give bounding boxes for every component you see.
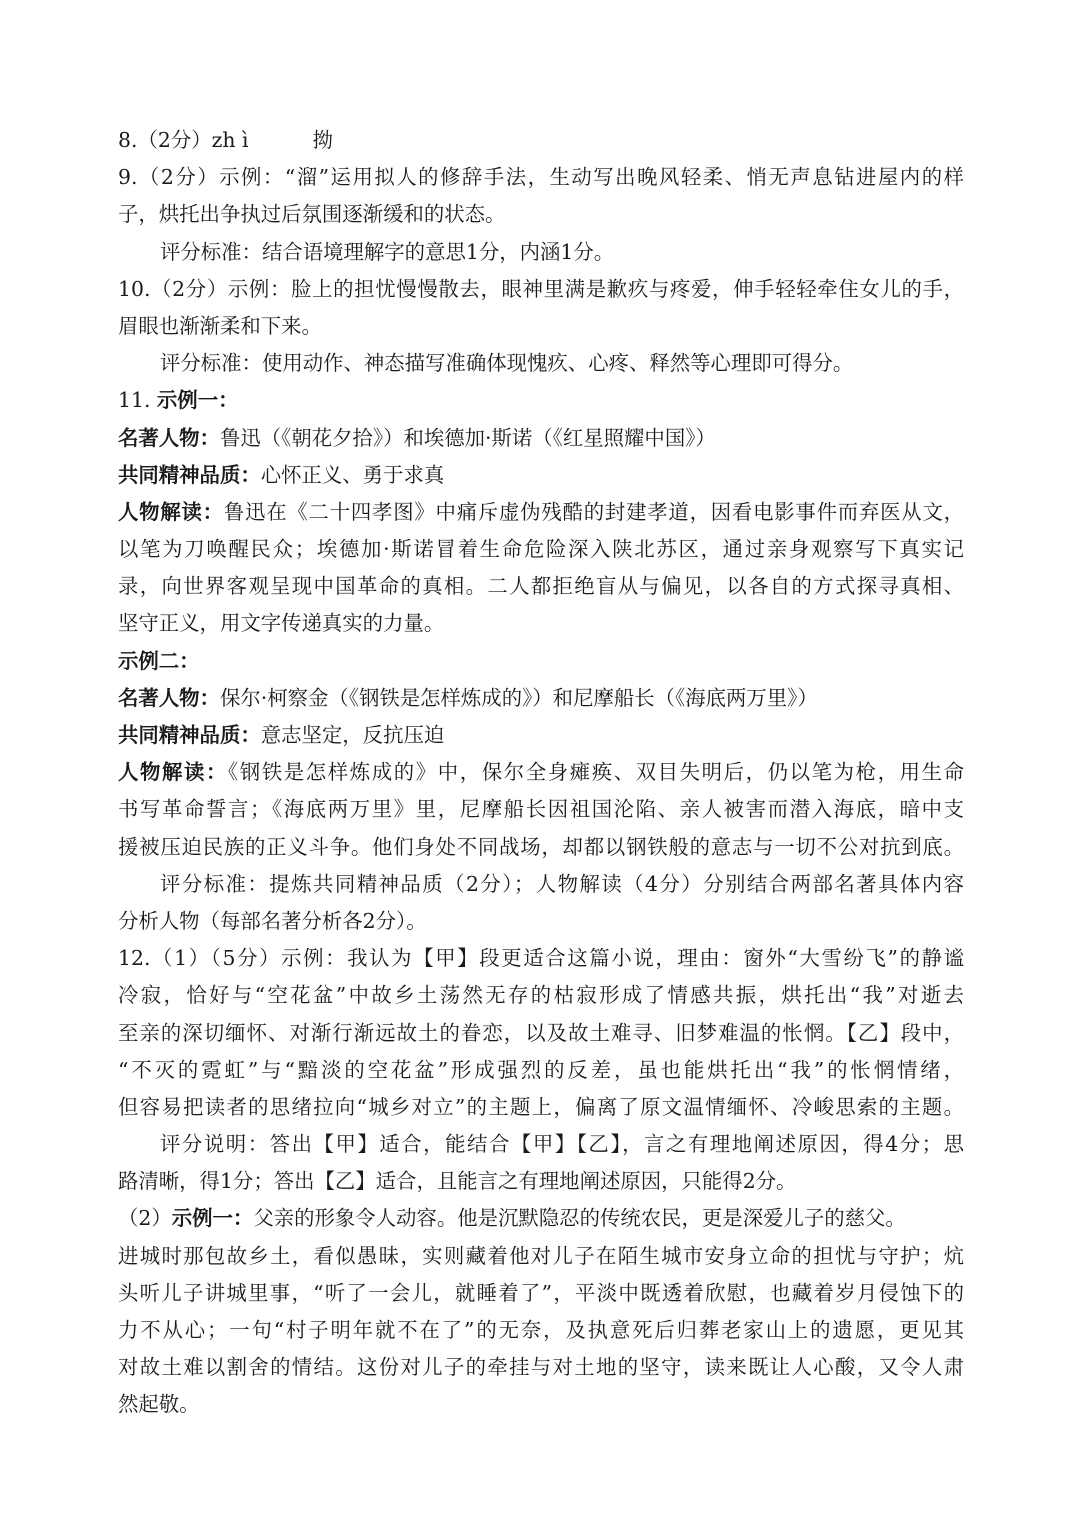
q11-ex2-interp-label: 人物解读： bbox=[118, 760, 228, 785]
q8-character: 拗 bbox=[312, 128, 333, 152]
q11-ex2-quality-label: 共同精神品质： bbox=[118, 723, 261, 747]
q9-criteria: 评分标准：结合语境理解字的意思1分，内涵1分。 bbox=[160, 239, 615, 264]
q9-line-1: 9.（2分）示例：“溜”运用拟人的修辞手法，生动写出晚风轻柔、悄无声息钻进屋内的样 bbox=[118, 165, 964, 190]
q11-ex2-interp-1: 《钢铁是怎样炼成的》中，保尔全身瘫痪、双目失明后，仍以笔为枪，用生命 bbox=[227, 760, 964, 785]
q10-line-2: 眉眼也渐渐柔和下来。 bbox=[118, 313, 322, 338]
q11-ex2-quality-line bbox=[118, 717, 964, 754]
q11-ex2-interp-line-1 bbox=[118, 754, 964, 791]
q12-p2-line-1 bbox=[118, 1200, 964, 1237]
q11-ex2-quality: 意志坚定，反抗压迫 bbox=[260, 723, 445, 747]
q12-p2-prefix: （2） bbox=[118, 1206, 172, 1231]
q12-p2-line-3: 头听儿子讲城里事，“听了一会儿，就睡着了”，平淡中既透着欣慰，也藏着岁月侵蚀下的 bbox=[118, 1280, 964, 1305]
q9-line-2: 子，烘托出争执过后氛围逐渐缓和的状态。 bbox=[118, 202, 506, 227]
q10-criteria: 评分标准：使用动作、神态描写准确体现愧疚、心疼、释然等心理即可得分。 bbox=[160, 351, 854, 376]
q11-ex1-quality-line bbox=[118, 457, 964, 494]
q12-p1-line-4: “不灭的霓虹”与“黯淡的空花盆”形成强烈的反差，虽也能烘托出“我”的怅惘情绪， bbox=[118, 1057, 964, 1082]
q8-pinyin: zh ì bbox=[211, 128, 249, 152]
q12-p2-line-6: 然起敬。 bbox=[118, 1392, 200, 1417]
q12-p2-label: 示例一： bbox=[171, 1206, 254, 1231]
q12-p2-line-2: 进城时那包故乡土，看似愚昧，实则藏着他对儿子在陌生城市安身立命的担忧与守护；炕 bbox=[118, 1243, 964, 1268]
q11-ex1-people-label: 名著人物： bbox=[118, 425, 220, 450]
q11-example1-title: 示例一： bbox=[156, 388, 239, 413]
q11-ex1-interp-label: 人物解读： bbox=[118, 499, 224, 524]
q11-ex1-interp-line-1 bbox=[118, 494, 964, 531]
q11-ex2-people-label: 名著人物： bbox=[118, 685, 220, 710]
q11-ex2-people-line bbox=[118, 680, 964, 717]
q11-ex1-people: 鲁迅（《朝花夕拾》）和埃德加·斯诺（《红星照耀中国》） bbox=[219, 425, 716, 450]
q10-line-1: 10.（2分）示例：脸上的担忧慢慢散去，眼神里满是歉疚与疼爱，伸手轻轻牵住女儿的手， bbox=[118, 276, 964, 301]
q11-ex2-people: 保尔·柯察金（《钢铁是怎样炼成的》）和尼摩船长（《海底两万里》） bbox=[219, 685, 818, 710]
q12-p2-line-5: 对故土难以割舍的情结。这份对儿子的牵挂与对土地的坚守，读来既让人心酸，又令人肃 bbox=[118, 1355, 964, 1380]
q12-p1-line-3: 至亲的深切缅怀、对渐行渐远故土的眷恋，以及故土难寻、旧梦难温的怅惘。【乙】段中， bbox=[118, 1020, 964, 1045]
q11-ex1-interp-1: 鲁迅在《二十四孝图》中痛斥虚伪残酷的封建孝道，因看电影事件而弃医从文， bbox=[223, 499, 964, 524]
q11-header bbox=[118, 382, 964, 419]
q12-p1-line-2: 冷寂，恰好与“空花盆”中故乡土荡然无存的枯寂形成了情感共振，烘托出“我”对逝去 bbox=[118, 983, 964, 1008]
q12-note-line-2: 路清晰，得1分；答出【乙】适合，且能言之有理地阐述原因，只能得2分。 bbox=[118, 1169, 797, 1194]
q12-p1-line-5: 但容易把读者的思绪拉向“城乡对立”的主题上，偏离了原文温情缅怀、冷峻思索的主题。 bbox=[118, 1094, 964, 1119]
q11-ex2-interp-line-3: 援被压迫民族的正义斗争。他们身处不同战场，却都以钢铁般的意志与一切不公对抗到底。 bbox=[118, 834, 964, 859]
q11-example2-title: 示例二： bbox=[118, 648, 200, 673]
q8-number: 8.（2分） bbox=[118, 128, 212, 152]
q12-p2-text-1: 父亲的形象令人动容。他是沉默隐忍的传统农民，更是深爱儿子的慈父。 bbox=[253, 1206, 906, 1231]
q11-ex1-interp-line-4: 坚守正义，用文字传递真实的力量。 bbox=[118, 611, 445, 636]
q11-criteria-line-1: 评分标准：提炼共同精神品质（2分）；人物解读（4分）分别结合两部名著具体内容 bbox=[160, 871, 964, 896]
q11-ex2-interp-line-2: 书写革命誓言；《海底两万里》里，尼摩船长因祖国沦陷、亲人被害而潜入海底，暗中支 bbox=[118, 797, 964, 822]
q12-note-line-1: 评分说明：答出【甲】适合，能结合【甲】【乙】，言之有理地阐述原因，得4分；思 bbox=[160, 1132, 964, 1157]
q8-line bbox=[118, 122, 964, 159]
q12-p2-line-4: 力不从心；一句“村子明年就不在了”的无奈，及执意死后归葬老家山上的遗愿，更见其 bbox=[118, 1318, 964, 1342]
q11-ex1-quality-label: 共同精神品质： bbox=[118, 462, 261, 487]
q11-number: 11. bbox=[118, 388, 151, 413]
q11-ex1-interp-line-2: 以笔为刀唤醒民众；埃德加·斯诺冒着生命危险深入陕北苏区，通过亲身观察写下真实记 bbox=[118, 537, 964, 562]
q11-ex1-interp-line-3: 录，向世界客观呈现中国革命的真相。二人都拒绝盲从与偏见，以各自的方式探寻真相、 bbox=[118, 574, 964, 599]
q11-ex1-quality: 心怀正义、勇于求真 bbox=[260, 462, 445, 487]
q12-p1-line-1: 12.（1）（5分）示例：我认为【甲】段更适合这篇小说，理由：窗外“大雪纷飞”的静谧 bbox=[118, 946, 964, 971]
q11-ex1-people-line bbox=[118, 420, 964, 457]
q11-criteria-line-2: 分析人物（每部名著分析各2分）。 bbox=[118, 908, 427, 933]
